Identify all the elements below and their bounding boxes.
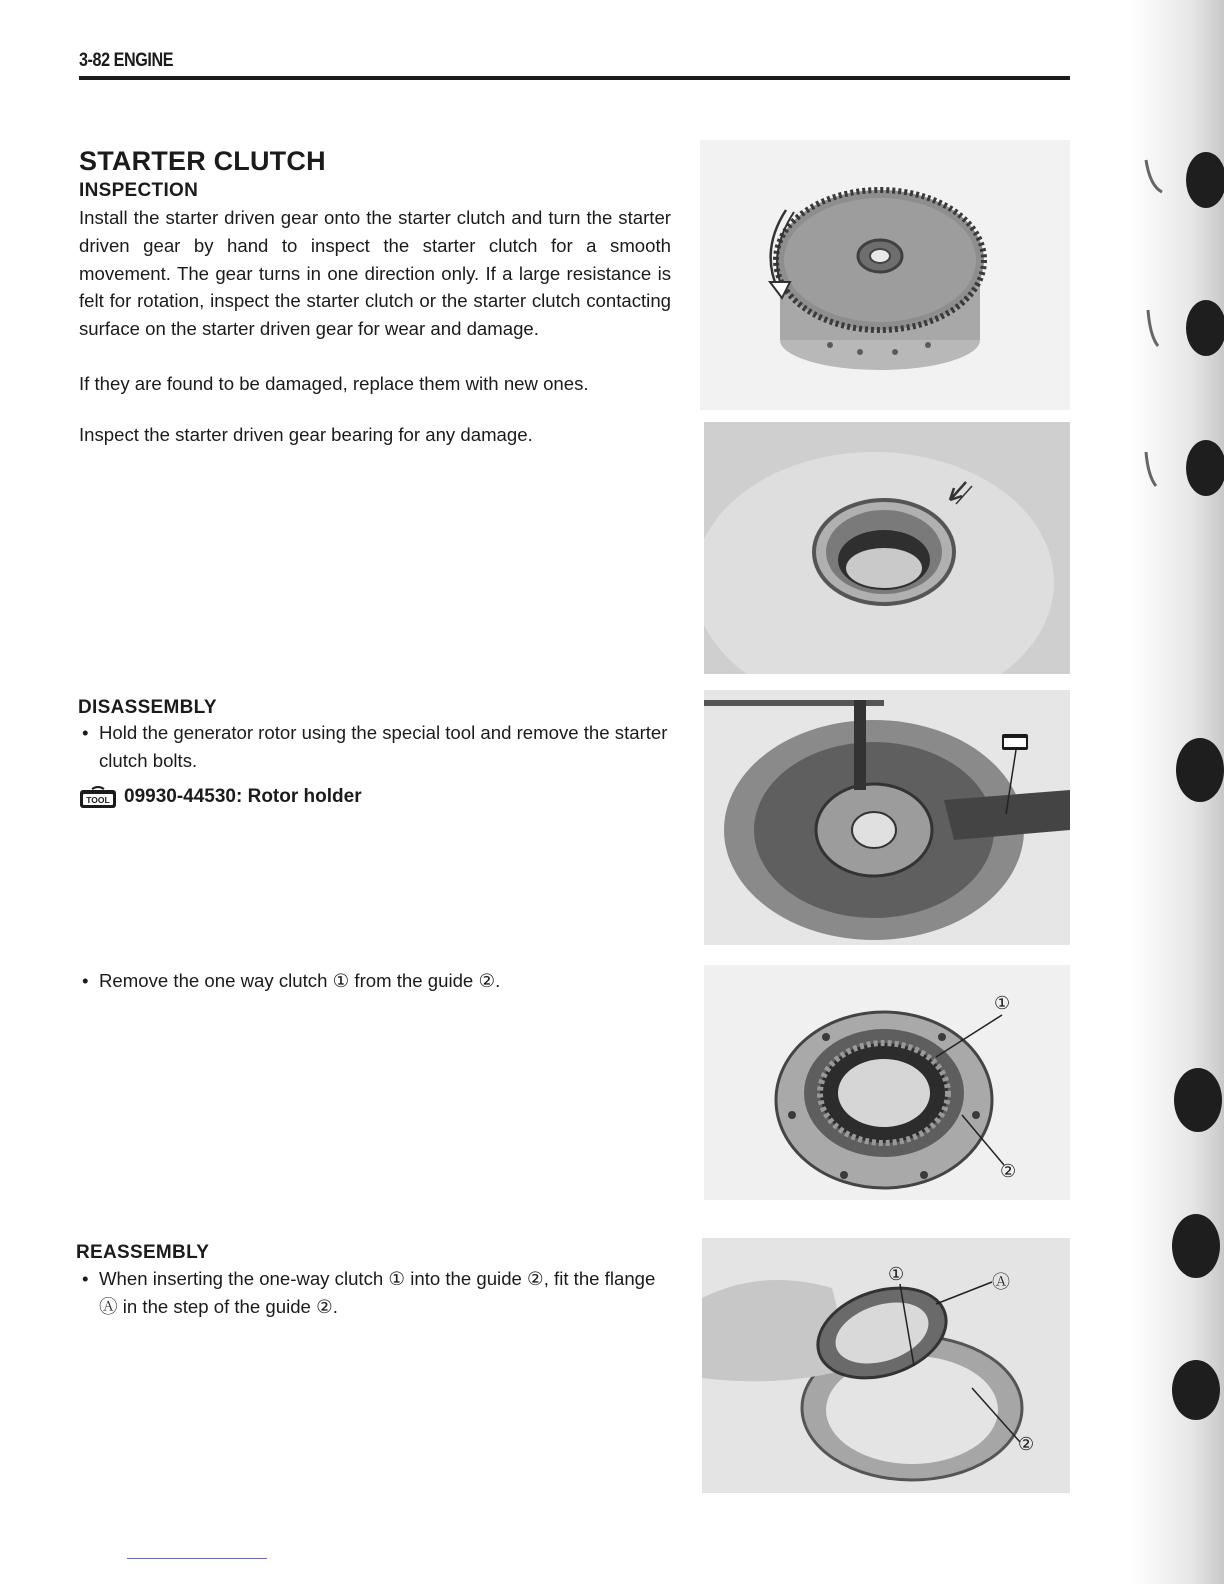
figure-insert-clutch [702,1238,1070,1493]
inspection-bearing-note: Inspect the starter driven gear bearing for any damage. [79,424,533,445]
inspection-paragraph: Install the starter driven gear onto the starter clutch and turn the starter driven gear by hand to inspect the starter clutch for a smooth movement. The gear turns in one direction only. If a large resistance is felt for rotation, inspect the starter clutch or the starter clutch contacting surface on the starter driven gear for wear and damage. [79,207,671,340]
step-text: When inserting the one-way clutch ① into the guide ②, fit the flange Ⓐ in the step of the guide ②. [99,1268,656,1317]
footer-rule [127,1558,267,1559]
driven-gear-illustration [700,140,1070,410]
reassembly-step-1 [80,1265,672,1321]
figure-bearing [704,422,1070,674]
bullet-dot: • [82,970,89,991]
tool-code: 09930-44530: Rotor holder [124,786,362,807]
special-tool-line [78,785,362,809]
disassembly-step-2 [80,967,672,995]
step-text: Remove the one way clutch ① from the guide ②. [99,970,501,991]
figure-rotor-holder [704,690,1070,945]
section-title: STARTER CLUTCH [79,146,326,176]
insert-clutch-illustration [702,1238,1070,1493]
disassembly-heading: DISASSEMBLY [78,697,217,718]
tool-icon [78,785,118,809]
header-rule [79,76,1070,80]
rotor-holder-illustration [704,690,1070,945]
binder-holes [1140,150,1224,1420]
bullet-dot: • [82,1268,89,1289]
callout-1: ① [888,1264,905,1284]
inspection-replace-note: If they are found to be damaged, replace them with new ones. [79,373,589,394]
step-text: Hold the generator rotor using the special tool and remove the starter clutch bolts. [99,722,668,771]
bearing-illustration [704,422,1070,674]
figure-one-way-clutch [704,965,1070,1200]
disassembly-step-1 [80,719,672,775]
tool-icon-text: TOOL [86,795,110,805]
page-header: 3-82 ENGINE [79,50,174,71]
figure-driven-gear [700,140,1070,410]
bullet-dot: • [82,722,89,743]
inspection-heading: INSPECTION [79,180,199,201]
callout-2: ② [1000,1161,1017,1181]
callout-1: ① [994,993,1011,1013]
callout-2: ② [1018,1434,1035,1454]
reassembly-heading: REASSEMBLY [76,1242,210,1263]
callout-a: Ⓐ [992,1272,1010,1292]
